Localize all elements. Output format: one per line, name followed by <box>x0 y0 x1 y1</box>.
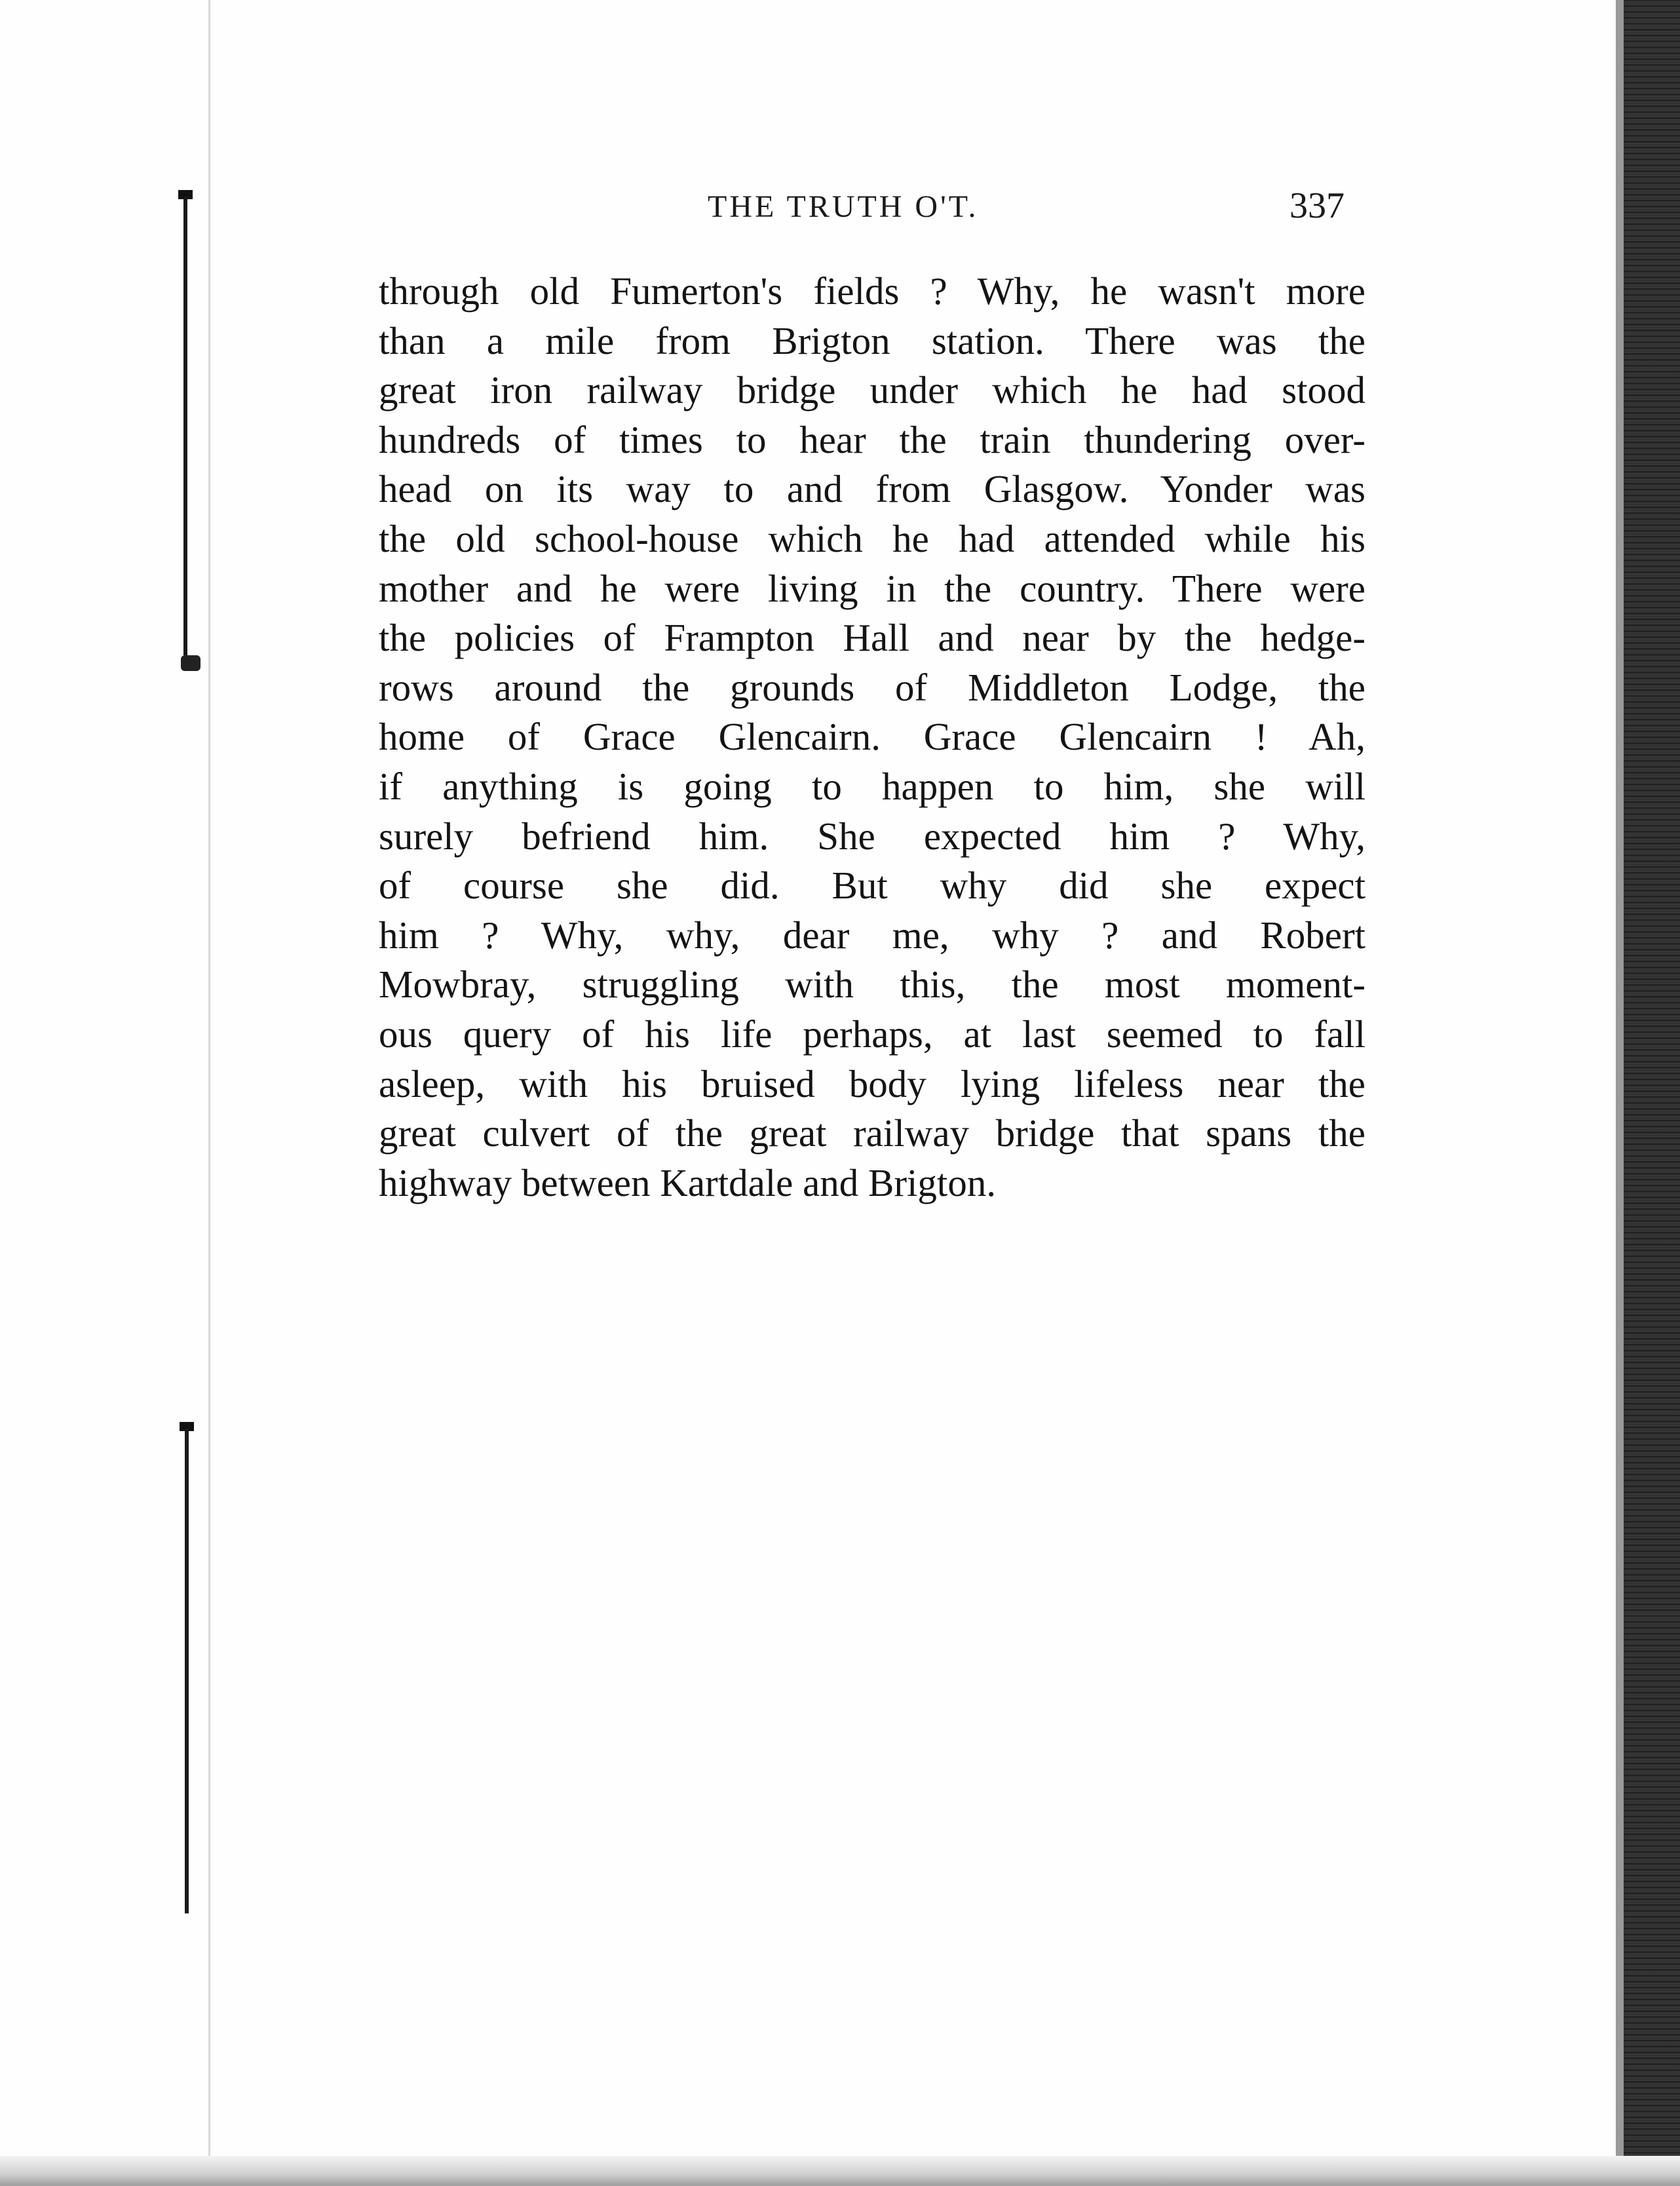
text-line: through old Fumerton's fields ? Why, he wasn't more <box>379 269 1365 313</box>
binding-knot <box>181 655 200 671</box>
text-line: highway between Kartdale and Brigton. <box>379 1160 997 1204</box>
page-bottom-edge <box>0 2156 1680 2186</box>
text-line: hundreds of times to hear the train thundering over- <box>379 417 1365 461</box>
text-line: rows around the grounds of Middleton Lodge, the <box>379 665 1365 709</box>
text-line: than a mile from Brigton station. There was the <box>379 318 1365 362</box>
text-line: ous query of his life perhaps, at last seemed to fall <box>379 1012 1365 1056</box>
text-line: surely befriend him. She expected him ? Why, <box>379 814 1365 858</box>
text-line: great culvert of the great railway bridge that spans the <box>379 1111 1365 1155</box>
text-line: Mowbray, struggling with this, the most moment- <box>379 963 1365 1007</box>
binding-thread <box>183 197 187 655</box>
text-line: home of Grace Glencairn. Grace Glencairn ! Ah, <box>379 715 1365 759</box>
text-line: asleep, with his bruised body lying lifeless near the <box>379 1062 1365 1105</box>
text-line: great iron railway bridge under which he had stood <box>379 368 1365 412</box>
text-line: head on its way to and from Glasgow. Yonder was <box>379 467 1365 511</box>
text-line: the policies of Frampton Hall and near by the hedge- <box>379 616 1365 660</box>
text-line: if anything is going to happen to him, she will <box>379 764 1365 808</box>
gutter-line <box>208 0 210 2186</box>
binding-thread <box>185 1429 189 1913</box>
running-head: THE TRUTH O'T. <box>708 189 979 224</box>
text-line: of course she did. But why did she expect <box>379 864 1365 908</box>
book-cover-edge <box>1624 0 1680 2186</box>
text-line: him ? Why, why, dear me, why ? and Robert <box>379 913 1365 957</box>
page-number: 337 <box>1289 185 1345 226</box>
text-line: mother and he were living in the country. There were <box>379 566 1365 610</box>
page-edge-shadow <box>1616 0 1624 2186</box>
text-line: the old school-house which he had attended while his <box>379 516 1365 560</box>
body-text <box>379 267 1365 1208</box>
